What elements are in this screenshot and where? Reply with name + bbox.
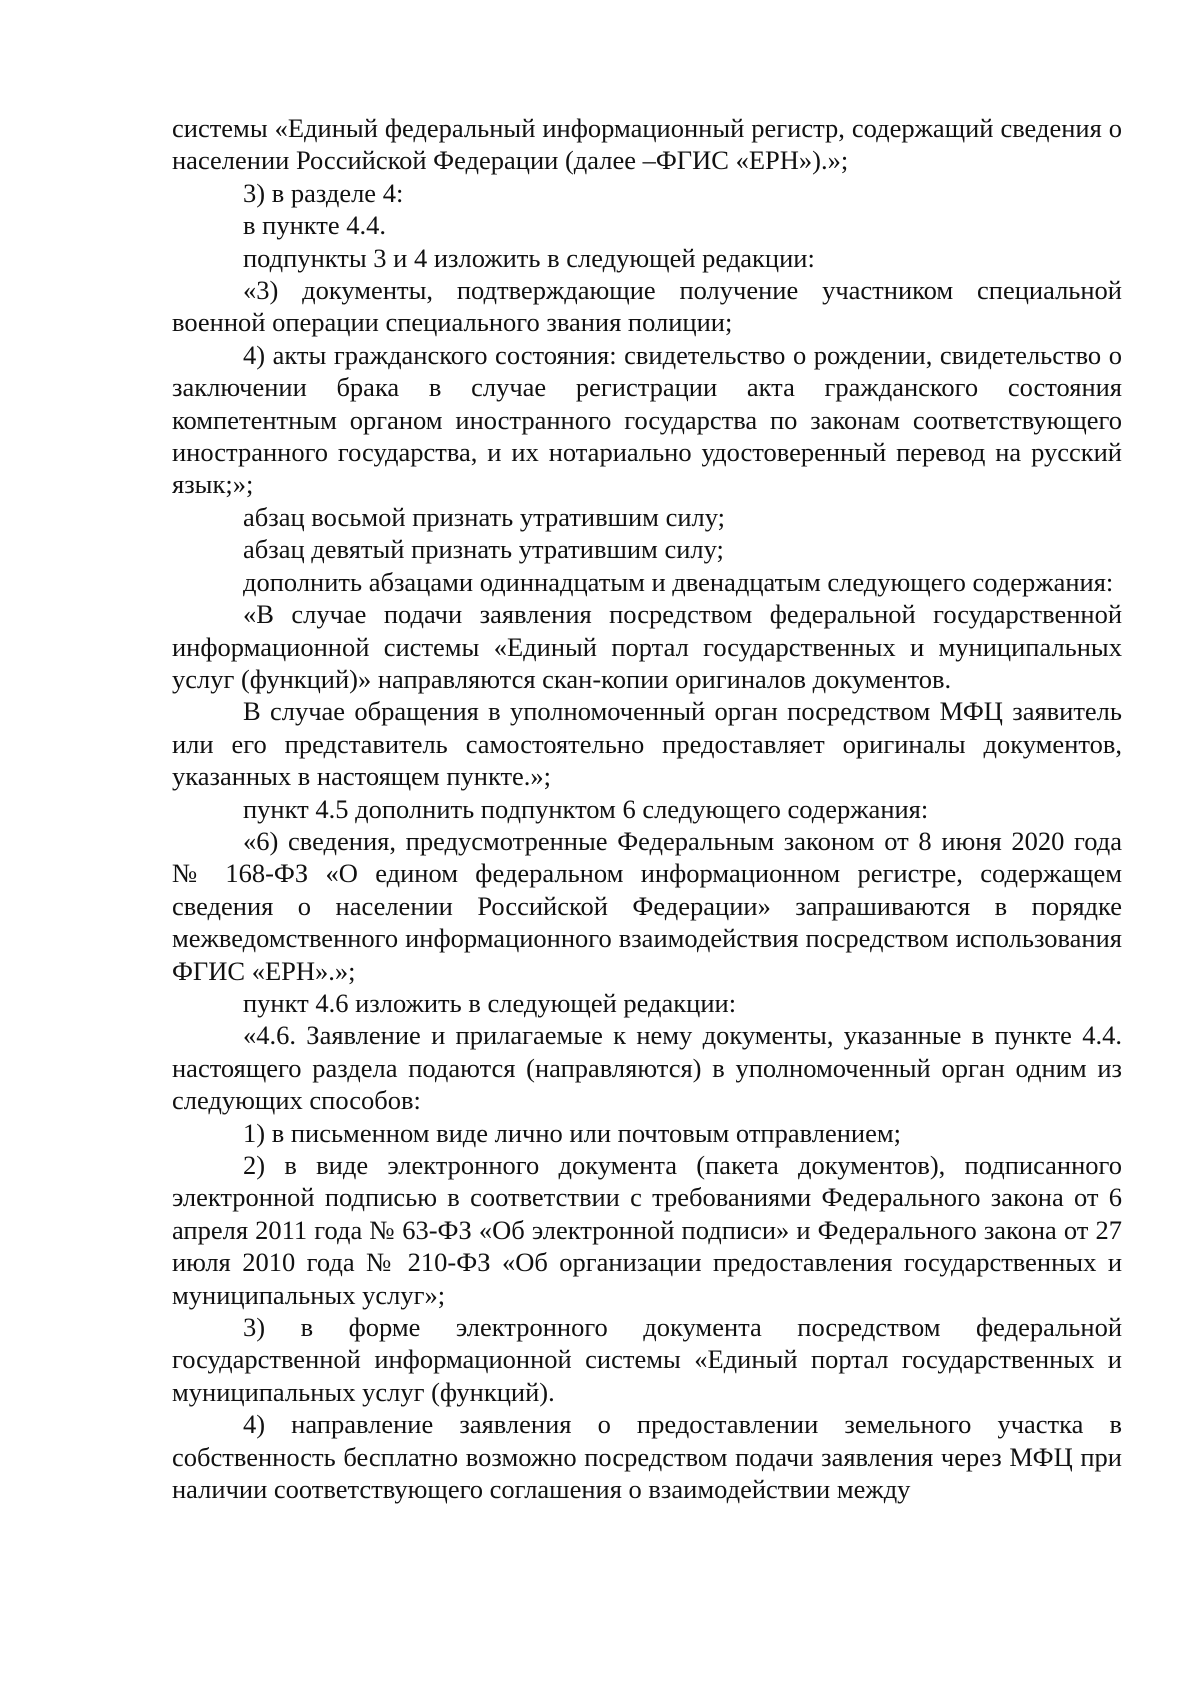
paragraph-method-3: 3) в форме электронного документа посредством федеральной государственной информационной системы «Единый портал государственных и муниципальных услуг (функций). [172, 1312, 1122, 1407]
paragraph-subpoint-3: «3) документы, подтверждающие получение участником специальной военной операции специального звания полиции; [172, 275, 1122, 338]
paragraph-mfc-originals: В случае обращения в уполномоченный орган посредством МФЦ заявитель или его представитель самостоятельно предоставляет оригиналы документов, указанных в настоящем пункте.»; [172, 696, 1122, 792]
paragraph-subpoint-4: 4) акты гражданского состояния: свидетельство о рождении, свидетельство о заключении брака в случае регистрации акта гражданского состояния компетентным органом иностранного государства по законам соответствующего иностранного государства, и их нотариально удостоверенный перевод на русский язык;»; [172, 339, 1122, 500]
paragraph-add-paragraphs: дополнить абзацами одиннадцатым и двенадцатым следующего содержания: [243, 566, 1114, 597]
document-body [172, 112, 1122, 1505]
paragraph-section-4: 3) в разделе 4: [243, 177, 404, 208]
paragraph-method-1: 1) в письменном виде лично или почтовым отправлением; [243, 1117, 901, 1148]
paragraph-point-4-4: в пункте 4.4. [243, 210, 386, 241]
paragraph-eighth-invalid: абзац восьмой признать утратившим силу; [243, 501, 725, 532]
paragraph-subpoints-3-4: подпункты 3 и 4 изложить в следующей редакции: [243, 242, 815, 273]
paragraph-method-4: 4) направление заявления о предоставлении земельного участка в собственность бесплатно возможно посредством подачи заявления через МФЦ при наличии соответствующего соглашения о взаимодействии между [172, 1409, 1122, 1505]
paragraph-4-6-text: «4.6. Заявление и прилагаемые к нему документы, указанные в пункте 4.4. настоящего раздела подаются (направляются) в уполномоченный орган одним из следующих способов: [172, 1020, 1122, 1116]
paragraph-method-2: 2) в виде электронного документа (пакета документов), подписанного электронной подписью в соответствии с требованиями Федерального закона от 6 апреля 2011 года № 63-ФЗ «Об электронной подписи» и Федерального закона от 27 июля 2010 года № 210-ФЗ «Об организации предоставления государственных и муниципальных услуг»; [172, 1150, 1122, 1310]
paragraph-subpoint-6: «6) сведения, предусмотренные Федеральным законом от 8 июня 2020 года № 168-ФЗ «О едином федеральном информационном регистре, содержащем сведения о населении Российской Федерации» запрашиваются в порядке межведомственного информационного взаимодействия посредством использования ФГИС «ЕРН».»; [172, 825, 1122, 986]
paragraph-continuation: системы «Единый федеральный информационный регистр, содержащий сведения о населении Российской Федерации (далее –ФГИС «ЕРН»).»; [172, 113, 1122, 176]
paragraph-point-4-5: пункт 4.5 дополнить подпунктом 6 следующего содержания: [243, 793, 929, 824]
paragraph-point-4-6: пункт 4.6 изложить в следующей редакции: [243, 987, 737, 1018]
paragraph-ninth-invalid: абзац девятый признать утратившим силу; [243, 534, 724, 565]
paragraph-scan-copies: «В случае подачи заявления посредством федеральной государственной информационной системы «Единый портал государственных и муниципальных услуг (функций)» направляются скан-копии оригиналов документов. [172, 599, 1122, 694]
